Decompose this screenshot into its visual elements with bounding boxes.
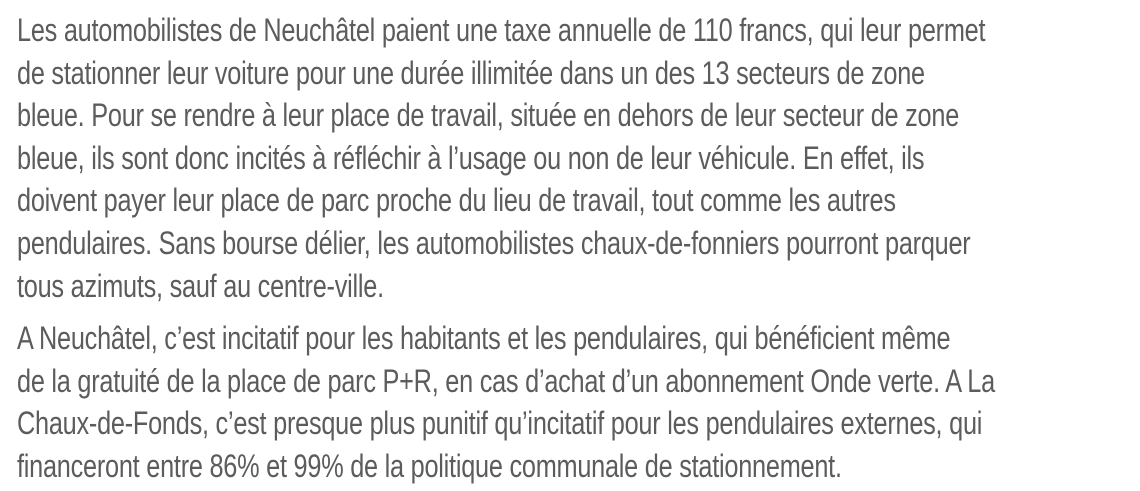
text-line: Les automobilistes de Neuchâtel paient une taxe annuelle de 110 francs, qui leur permet: [17, 12, 986, 48]
text-line: bleue. Pour se rendre à leur place de travail, située en dehors de leur secteur de zone: [17, 97, 960, 134]
paragraph-2: [17, 317, 1140, 487]
text-line: tous azimuts, sauf au centre-ville.: [17, 267, 384, 304]
text-line: bleue, ils sont donc incités à réfléchir à l’usage ou non de leur véhicule. En effet, ils: [17, 139, 925, 176]
text-line: pendulaires. Sans bourse délier, les automobilistes chaux-de-fonniers pourront parquer: [17, 224, 971, 261]
paragraph-1: [17, 9, 1140, 307]
text-line: A Neuchâtel, c’est incitatif pour les habitants et les pendulaires, qui bénéficient même: [17, 320, 951, 357]
text-line: doivent payer leur place de parc proche du lieu de travail, tout comme les autres: [17, 182, 896, 219]
text-line: de la gratuité de la place de parc P+R, en cas d’achat d’un abonnement Onde verte. A La: [17, 362, 995, 399]
text-line: de stationner leur voiture pour une durée illimitée dans un des 13 secteurs de zone: [17, 54, 925, 91]
text-line: Chaux-de-Fonds, c’est presque plus punitif qu’incitatif pour les pendulaires externes, qui: [17, 405, 983, 442]
text-line: financeront entre 86% et 99% de la politique communale de stationnement.: [17, 447, 842, 484]
